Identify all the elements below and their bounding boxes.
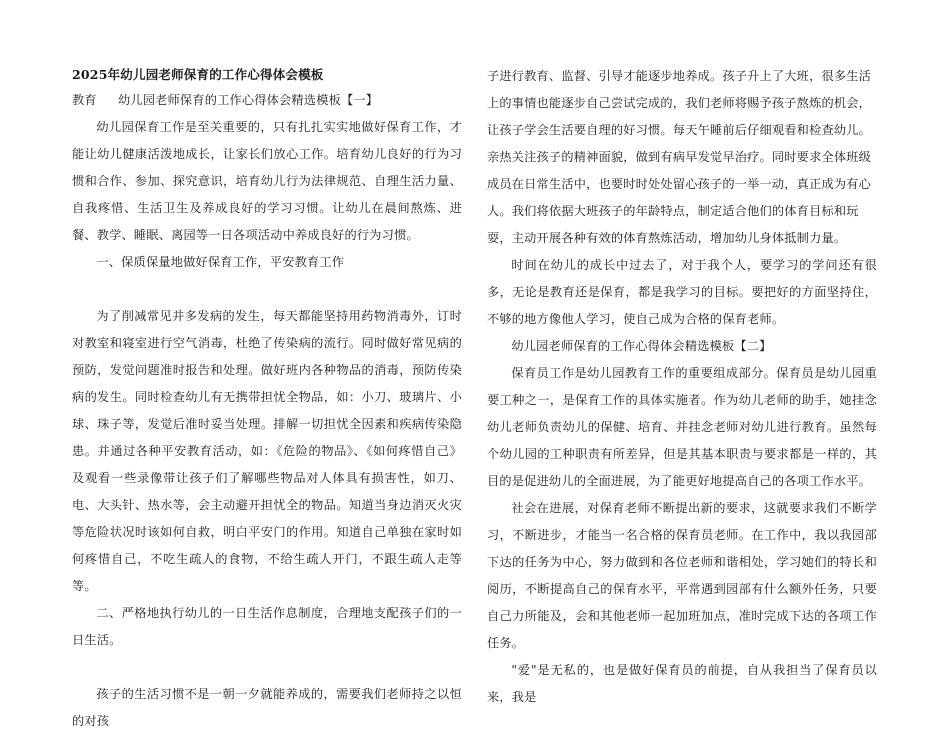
paragraph-habits-start: 孩子的生活习惯不是一朝一夕就能养成的，需要我们老师持之以恒的对孩 bbox=[72, 687, 462, 728]
category-label: 教育 bbox=[72, 93, 97, 107]
section-heading-2: 二、严格地执行幼儿的一日生活作息制度，合理地支配孩子们的一日生活。 bbox=[72, 606, 462, 647]
right-column bbox=[487, 63, 877, 711]
paragraph-reflection: 时间在幼儿的成长中过去了，对于我个人，要学习的学问还有很多，无论是教育还是保育，都是我学习的目标。要把好的方面坚持住，不够的地方像他人学习，使自己成为合格的保育老师。 bbox=[487, 258, 877, 326]
paragraph-learning: 社会在进展，对保育老师不断提出新的要求，这就要求我们不断学习，不断进步，才能当一名合格的保育员老师。在工作中，我以我园部下达的任务为中心，努力做到和各位老师和谐相处，学习她们的特长和阅历，不断提高自己的保育水平，平常遇到园部有什么额外任务，只要自己力所能及，会和其他老师一起加班加点，准时完成下达的各项工作任务。 bbox=[487, 501, 877, 650]
section-heading-1: 一、保质保量地做好保育工作，平安教育工作 bbox=[96, 255, 345, 269]
paragraph-intro: 幼儿园保育工作是至关重要的，只有扎扎实实地做好保育工作，才能让幼儿健康活泼地成长，让家长们放心工作。培育幼儿良好的行为习惯和合作、参加、探究意识，培育幼儿行为法律规范、自理生活力量、自我疼惜、生活卫生及养成良好的学习习惯。让幼儿在晨间熬炼、进餐、教学、睡眠、离园等一日各项活动中养成良好的行为习惯。 bbox=[72, 120, 462, 242]
blank-line bbox=[72, 276, 462, 303]
blank-line bbox=[72, 654, 462, 681]
template-one-heading-line bbox=[72, 87, 462, 114]
paragraph-love-start: "爱"是无私的，也是做好保育员的前提，自从我担当了保育员以来，我是 bbox=[487, 663, 877, 704]
paragraph-habits-cont: 子进行教育、监督、引导才能逐步地养成。孩子升上了大班，很多生活上的事情也能逐步自己尝试完成的，我们老师将赐予孩子熬炼的机会，让孩子学会生活要自理的好习惯。每天午睡前后仔细观看和检查幼儿。亲热关注孩子的精神面貌，做到有病早发觉早治疗。同时要求全体班级成员在日常生活中，也要时时处处留心孩子的一举一动，真正成为有心人。我们将依据大班孩子的年龄特点，制定适合他们的体育目标和玩耍，主动开展各种有效的体育熬炼活动，增加幼儿身体抵制力量。 bbox=[487, 69, 872, 245]
template-two-heading: 幼儿园老师保育的工作心得体会精选模板【二】 bbox=[511, 339, 772, 353]
template-one-heading: 幼儿园老师保育的工作心得体会精选模板【一】 bbox=[118, 93, 379, 107]
left-column bbox=[72, 63, 462, 735]
paragraph-safety: 为了削减常见并多发病的发生，每天都能坚持用药物消毒外，订时对教室和寝室进行空气消毒，杜绝了传染病的流行。同时做好常见病的预防，发觉问题准时报告和处理。做好班内各种物品的消毒，预防传染病的发生。同时检查幼儿有无携带担忧全物品，如：小刀、玻璃片、小球、珠子等，发觉后准时妥当处理。排解一切担忧全因素和疾病传染隐患。并通过各种平安教育活动，如：《危险的物品》、《如何疼惜自己》及观看一些录像带让孩子们了解哪些物品对人体具有损害性，如刀、电、大头针、热水等，会主动避开担忧全的物品。知道当身边消灭火灾等危险状况时该如何自救，明白平安门的作用。知道自己单独在家时如何疼惜自己，不吃生疏人的食物，不给生疏人开门，不跟生疏人走等等。 bbox=[72, 309, 462, 593]
paragraph-role: 保育员工作是幼儿园教育工作的重要组成部分。保育员是幼儿园重要工种之一，是保育工作的具体实施者。作为幼儿老师的助手，她挂念幼儿老师负责幼儿的保健、培育、并挂念老师对幼儿进行教育。虽然每个幼儿园的工种职责有所差异，但是其基本职责与要求都是一样的，其目的是促进幼儿的全面进展，为了能更好地提高自己的各项工作水平。 bbox=[487, 366, 877, 488]
document-title: 2025年幼儿园老师保育的工作心得体会模板 bbox=[72, 67, 324, 82]
